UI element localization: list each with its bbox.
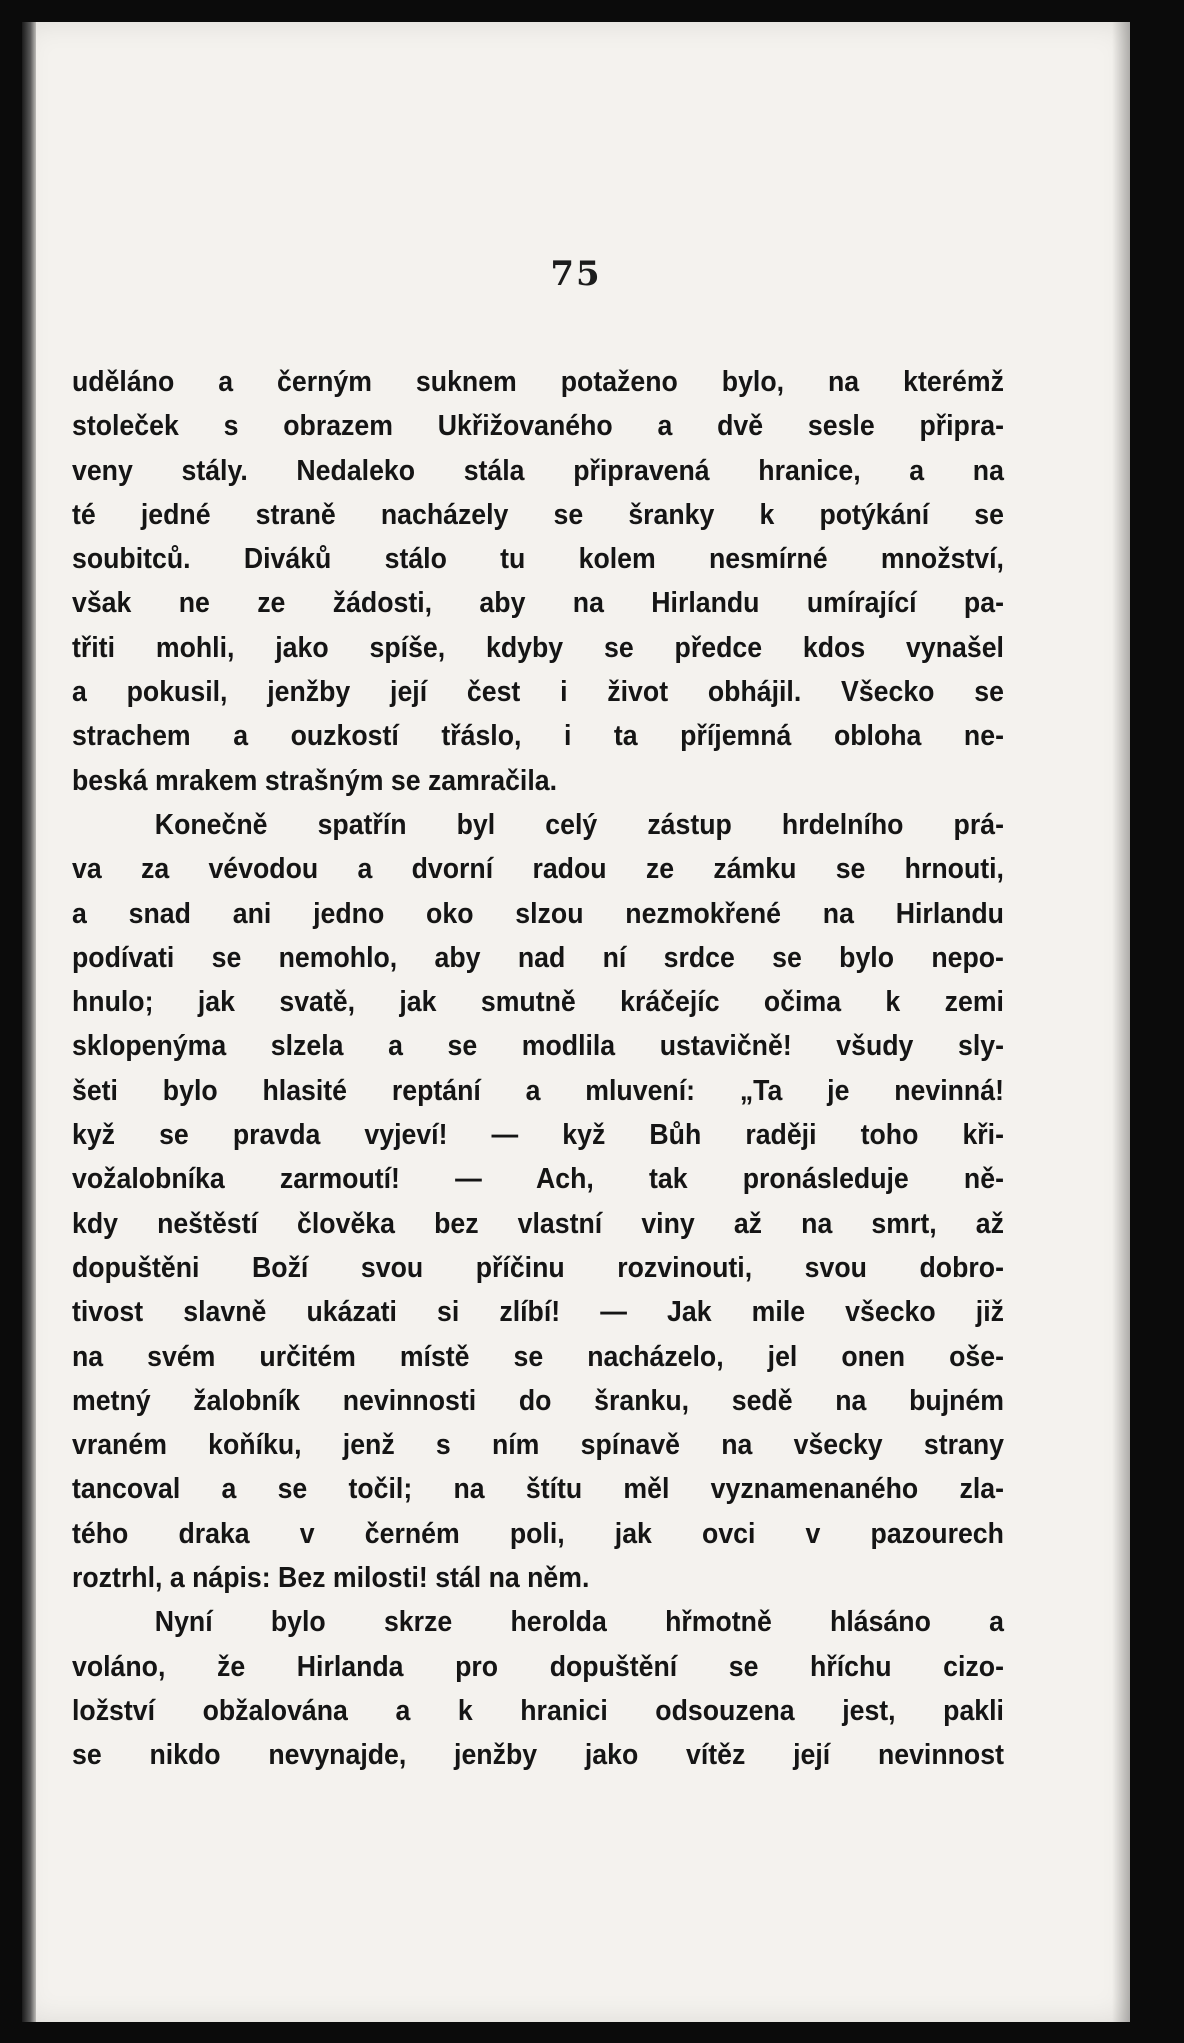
text-line: veny stály. Nedaleko stála připravená hranice, a na (72, 454, 1004, 487)
text-line: podívati se nemohlo, aby nad ní srdce se bylo nepo- (72, 941, 1004, 974)
text-line: však ne ze žádosti, aby na Hirlandu umírající pa- (72, 587, 1004, 620)
text-line: sklopenýma slzela a se modlila ustavičně! všudy sly- (72, 1030, 1004, 1063)
text-line: vraném koňíku, jenž s ním spínavě na všecky strany (72, 1429, 1004, 1462)
text-line: va za vévodou a dvorní radou ze zámku se hrnouti, (72, 853, 1004, 886)
text-line: ložství obžalována a k hranici odsouzena jest, pakli (72, 1694, 1004, 1727)
text-line: soubitců. Diváků stálo tu kolem nesmírné množství, (72, 543, 1004, 576)
text-line: strachem a ouzkostí třáslo, i ta příjemná obloha ne- (72, 720, 1004, 753)
text-line: Konečně spatřín byl celý zástup hrdelního prá- (154, 808, 1004, 841)
text-line: třiti mohli, jako spíše, kdyby se předce kdos vynašel (72, 631, 1004, 664)
text-line: dopuštěni Boží svou příčinu rozvinouti, svou dobro- (72, 1251, 1004, 1284)
text-line: kdy neštěstí člověka bez vlastní viny až na smrt, až (72, 1207, 1004, 1240)
text-line: roztrhl, a nápis: Bez milosti! stál na něm. (72, 1562, 590, 1595)
book-page (22, 22, 1130, 2022)
text-line: hnulo; jak svatě, jak smutně kráčejíc očima k zemi (72, 986, 1004, 1019)
text-line: a snad ani jedno oko slzou nezmokřené na Hirlandu (72, 897, 1004, 930)
text-line: beská mrakem strašným se zamračila. (72, 764, 557, 797)
body-text (72, 360, 1004, 1778)
text-line: uděláno a černým suknem potaženo bylo, na kterémž (72, 366, 1004, 398)
text-line: tého draka v černém poli, jak ovci v pazourech (72, 1517, 1004, 1550)
text-line: na svém určitém místě se nacházelo, jel onen oše- (72, 1340, 1004, 1373)
text-line: šeti bylo hlasité reptání a mluvení: „Ta je nevinná! (72, 1074, 1004, 1107)
text-line: stoleček s obrazem Ukřižovaného a dvě sesle připra- (72, 410, 1004, 443)
text-line: tancoval a se točil; na štítu měl vyznamenaného zla- (72, 1473, 1004, 1506)
text-line: té jedné straně nacházely se šranky k potýkání se (72, 498, 1004, 531)
text-line: Nyní bylo skrze herolda hřmotně hlásáno a (154, 1606, 1004, 1639)
text-line: vožalobníka zarmoutí! — Ach, tak pronásleduje ně- (72, 1163, 1004, 1196)
text-line: metný žalobník nevinnosti do šranku, sedě na bujném (72, 1384, 1004, 1417)
page-right-shadow (1112, 22, 1130, 2022)
page-gutter-edge (22, 22, 36, 2022)
text-line: a pokusil, jenžby její čest i život obhájil. Všecko se (72, 676, 1004, 709)
text-line: kyž se pravda vyjeví! — kyž Bůh raději toho kři- (72, 1119, 1004, 1152)
page-number: 75 (550, 254, 602, 294)
text-line: voláno, že Hirlanda pro dopuštění se hříchu cizo- (72, 1650, 1004, 1683)
text-line: tivost slavně ukázati si zlíbí! — Jak mile všecko již (72, 1296, 1004, 1329)
text-line: se nikdo nevynajde, jenžby jako vítěz její nevinnost (72, 1739, 1004, 1772)
